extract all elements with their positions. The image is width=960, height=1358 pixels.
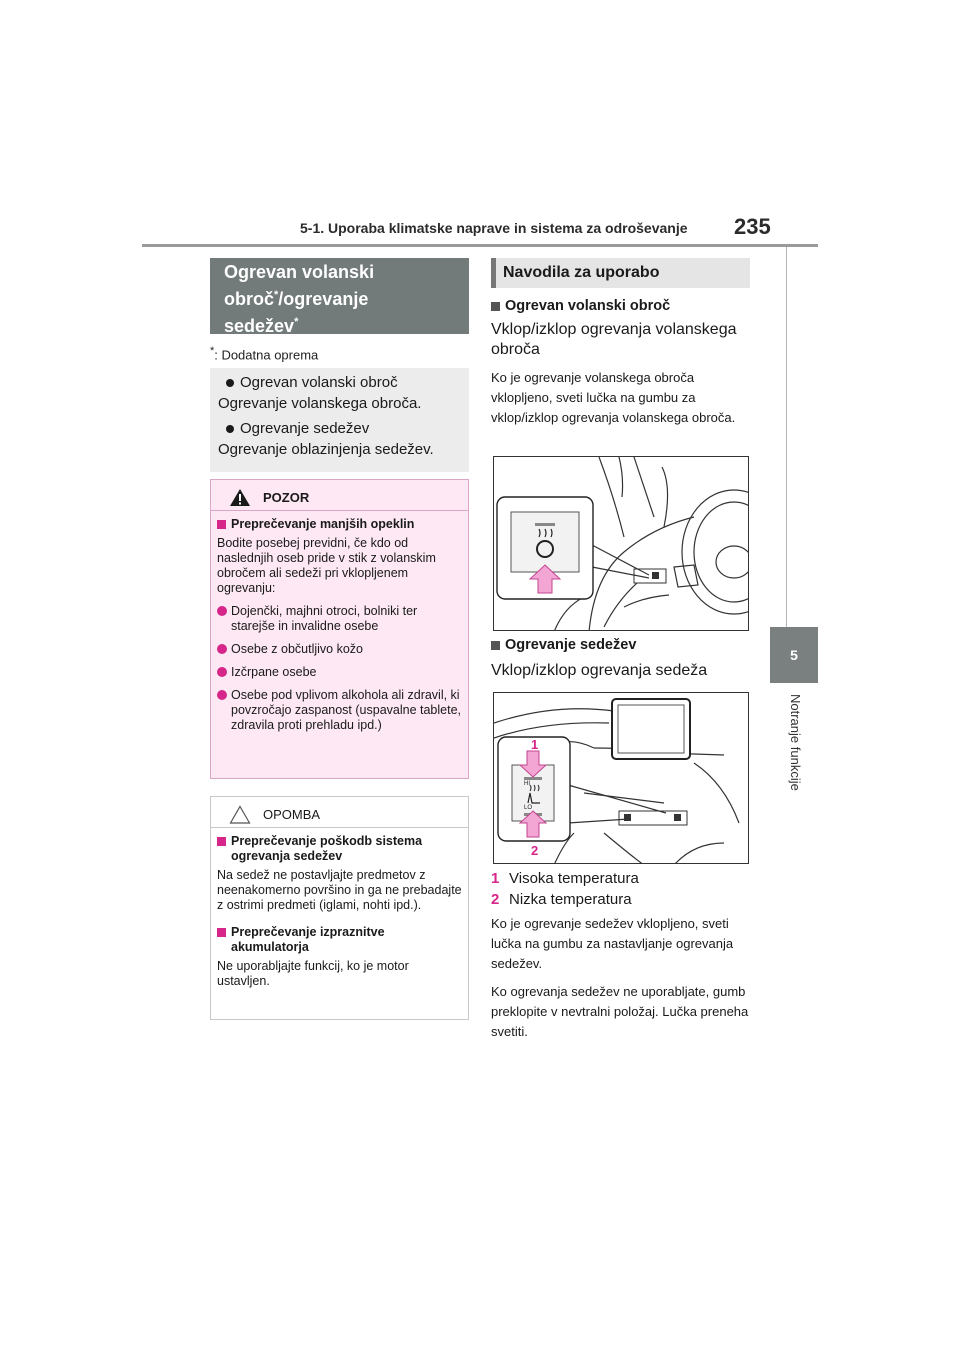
- heading-part: /ogrevanje: [278, 289, 369, 309]
- summary-title: Ogrevan volanski obroč: [240, 374, 398, 391]
- list-item: [211, 657, 468, 680]
- warning-icon: [229, 488, 251, 507]
- seat-heater-illustration: [494, 693, 749, 864]
- item-text: Nizka temperatura: [509, 891, 632, 908]
- warning-header: [211, 480, 468, 510]
- bullet-icon: [217, 690, 227, 700]
- square-bullet-icon: [491, 302, 500, 311]
- bullet-icon: [226, 379, 234, 387]
- summary-desc: Ogrevanje volanskega obroča.: [218, 395, 422, 412]
- seat-subtitle: [491, 637, 753, 653]
- warning-title: [211, 511, 468, 532]
- note-para: Ne uporabljajte funkcij, ko je motor ustavljen.: [217, 959, 409, 988]
- note-para: Na sedež ne postavljajte predmetov z neenakomerno površino in ga ne prebadajte z ostrimi predmeti (iglami, nohti ipd.).: [217, 868, 462, 912]
- wheel-subtitle: [491, 298, 753, 314]
- section-heading: [210, 258, 469, 334]
- seat-subtitle-text: Ogrevanje sedežev: [505, 637, 637, 653]
- chapter-tab-label: Notranje funkcije: [788, 694, 803, 791]
- note-box: [210, 796, 469, 1020]
- summary-item: [218, 420, 461, 437]
- heading-footnote-mark: *: [294, 316, 299, 328]
- wheel-description: Ko je ogrevanje volanskega obroča vklopljeno, sveti lučka na gumbu za vklop/izklop ogrevanja volanskega obroča.: [491, 370, 736, 425]
- page-number: 235: [734, 214, 771, 239]
- list-item-text: Dojenčki, majhni otroci, bolniki ter starejše in invalidne osebe: [231, 604, 418, 633]
- list-item: [211, 596, 468, 634]
- seat-details: [491, 870, 753, 1042]
- footnote-mark: *: [210, 345, 215, 357]
- note-title-text: Preprečevanje izpraznitve akumulatorja: [231, 925, 385, 954]
- numbered-item: [491, 891, 753, 908]
- bullet-icon: [217, 644, 227, 654]
- list-item: [211, 680, 468, 733]
- list-item: [211, 634, 468, 657]
- chapter-title: 5-1. Uporaba klimatske naprave in sistema za odroševanje: [300, 220, 688, 236]
- item-number: 2: [491, 891, 500, 908]
- wheel-instruction: Vklop/izklop ogrevanja volanskega obroča: [491, 321, 737, 358]
- note-label: OPOMBA: [263, 806, 321, 822]
- bullet-icon: [226, 425, 234, 433]
- list-item-text: Izčrpane osebe: [231, 665, 317, 679]
- bullet-icon: [217, 667, 227, 677]
- seat-para: Ko je ogrevanje sedežev vklopljeno, sveti lučka na gumbu za nastavljanje ogrevanja sedežev.: [491, 916, 734, 971]
- summary-title: Ogrevanje sedežev: [240, 420, 370, 437]
- square-bullet-icon: [217, 837, 226, 846]
- square-bullet-icon: [491, 641, 500, 650]
- note-title-text: Preprečevanje poškodb sistema ogrevanja sedežev: [231, 834, 423, 863]
- heading-part: obroč: [224, 289, 275, 309]
- footnote: [210, 345, 318, 362]
- item-number: 1: [491, 870, 500, 887]
- bullet-icon: [217, 606, 227, 616]
- numbered-item: [491, 870, 753, 887]
- figure-label-lo: LO: [524, 805, 533, 811]
- square-bullet-icon: [217, 520, 226, 529]
- list-item-text: Osebe z občutljivo kožo: [231, 642, 364, 656]
- seat-para: Ko ogrevanja sedežev ne uporabljate, gumb preklopite v nevtralni položaj. Lučka preneha svetiti.: [491, 984, 749, 1039]
- usage-heading-text: Navodila za uporabo: [503, 264, 660, 281]
- figure-label-hi: HI: [524, 781, 530, 787]
- heading-part: Ogrevan volanski: [224, 262, 375, 282]
- note-title: [211, 913, 468, 955]
- wheel-section: [491, 298, 753, 428]
- heading-footnote-mark: *: [274, 289, 279, 301]
- heading-part: sedežev: [224, 316, 295, 336]
- caution-outline-icon: [229, 805, 251, 824]
- summary-item: [218, 374, 461, 391]
- note-header: [211, 797, 468, 827]
- note-title: [211, 828, 468, 864]
- seat-heater-figure: [493, 692, 749, 864]
- warning-box: [210, 479, 469, 779]
- warning-para: Bodite posebej previdni, če kdo od naslednjih oseb pride v stik z volanskim obročem ali sedeži pri vklopljenem ogrevanju:: [217, 536, 436, 595]
- header-rule: [142, 244, 818, 247]
- warning-label: POZOR: [263, 489, 310, 505]
- seat-section: [491, 637, 753, 681]
- item-text: Visoka temperatura: [509, 870, 639, 887]
- usage-heading: [491, 258, 750, 288]
- figure-label-2: 2: [531, 843, 539, 858]
- summary-box: [210, 368, 469, 472]
- warning-title-text: Preprečevanje manjših opeklin: [231, 517, 415, 531]
- steering-wheel-figure: [493, 456, 749, 631]
- summary-desc: Ogrevanje oblazinjenja sedežev.: [218, 441, 434, 458]
- list-item-text: Osebe pod vplivom alkohola ali zdravil, ki povzročajo zaspanost (uspavalne tablete, zdravila proti prehladu ipd.): [231, 688, 462, 732]
- chapter-tab[interactable]: 5: [770, 627, 818, 683]
- footnote-text: : Dodatna oprema: [214, 347, 319, 363]
- seat-instruction: Vklop/izklop ogrevanja sedeža: [491, 662, 708, 679]
- steering-wheel-illustration: [494, 457, 749, 631]
- figure-label-1: 1: [531, 737, 539, 752]
- square-bullet-icon: [217, 928, 226, 937]
- side-rule: [786, 247, 787, 627]
- wheel-subtitle-text: Ogrevan volanski obroč: [505, 298, 671, 314]
